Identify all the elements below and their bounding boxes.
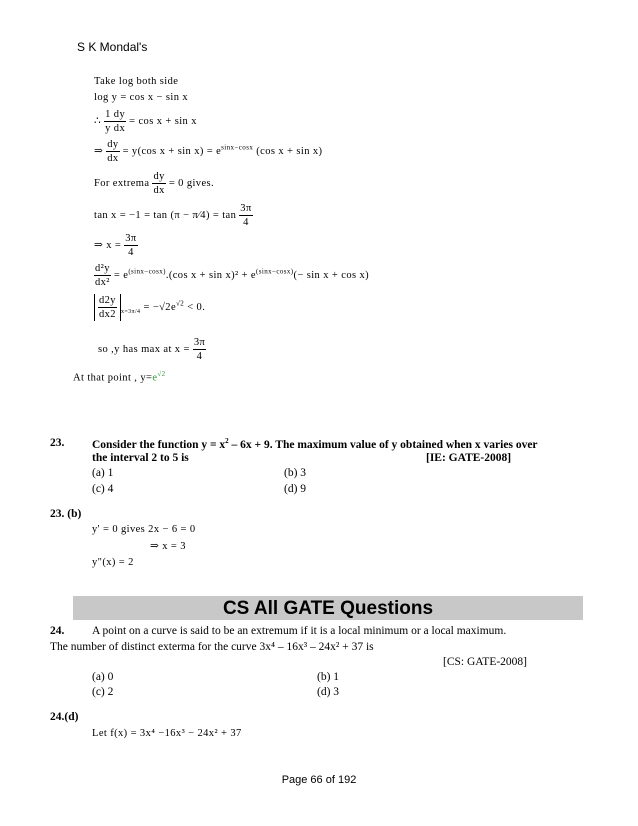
- q24-text-line-2: The number of distinct exterma for the curve 3x⁴ – 16x³ – 24x² + 37 is: [50, 641, 374, 653]
- q23-text-line-1: Consider the function $y = x^2 - 6x + 9$. The maximum value of y obtained when x varies over: [92, 437, 538, 451]
- header-author: S K Mondal's: [77, 40, 148, 54]
- q23-option-d: (d) 9: [284, 483, 307, 495]
- q23-option-c: (c) 4: [92, 483, 114, 495]
- q24-option-c: (c) 2: [92, 686, 114, 698]
- page-number: Page 66 of 192: [281, 774, 357, 786]
- q23-source: [IE: GATE-2008]: [426, 452, 512, 464]
- a24-line-1: Let f(x) = 3x⁴ −16x³ − 24x² + 37: [92, 728, 242, 739]
- solution-line-5: For extrema $\frac{dy}{dx}$ = 0 gives.: [94, 171, 215, 196]
- solution-line-4: ⇒ $\frac{dy}{dx}$ = y(cos $x + \sin x) = e^{sinx-cosx}$ (cos x + sin x): [94, 139, 323, 164]
- a23-line-3: y"(x) = 2: [92, 557, 134, 568]
- q24-option-b: (b) 1: [317, 671, 340, 683]
- a24-label: 24.(d): [50, 711, 79, 723]
- solution-line-8: $\frac{\text{d²y}}{\text{dx²}}$ = $e^{(sinx-cosx)}.(\cos$ $x + \sin x)^2 + e^{(sinx-cosx)}(- \sin x + \cos x)$: [95, 263, 370, 288]
- q24-option-d: (d) 3: [317, 686, 340, 698]
- q24-number: 24.: [50, 625, 65, 637]
- q24-text-line-1: A point on a curve is said to be an extremum if it is a local minimum or a local maximum.: [92, 625, 507, 637]
- q23-option-b: (b) 3: [284, 467, 307, 479]
- solution-line-3: ∴ $\frac{1 dy}{\text{y dx}}$ = cos x + sin x: [94, 109, 197, 134]
- q23-option-a: (a) 1: [92, 467, 114, 479]
- a23-line-2: ⇒ x = 3: [150, 541, 186, 552]
- solution-line-1: Take log both side: [94, 76, 179, 87]
- q24-source: [CS: GATE-2008]: [443, 656, 528, 668]
- q23-number: 23.: [50, 437, 65, 449]
- section-banner-title: CS All GATE Questions: [222, 598, 434, 619]
- section-banner: [73, 596, 583, 620]
- solution-line-11: At that point , $y=e^{√2}$: [73, 370, 166, 384]
- q24-option-a: (a) 0: [92, 671, 114, 683]
- solution-line-2: log y = cos x − sin x: [94, 92, 189, 103]
- solution-line-6: tan x = −1 = tan (π − π⁄4) = tan $\frac{3\pi}{4}$: [94, 203, 252, 228]
- a23-line-1: y' = 0 gives 2x − 6 = 0: [92, 524, 196, 535]
- q23-text-line-2: the interval 2 to 5 is: [92, 452, 189, 464]
- a23-label: 23. (b): [50, 508, 82, 520]
- solution-line-7: ⇒ x = $\frac{3\pi}{4}$: [94, 233, 137, 258]
- solution-line-10: so ,y has max at x = $\frac{3\pi}{4}$: [98, 337, 206, 362]
- solution-line-9: $\frac{d2y}{dx2}$ $_{x=3\pi/4} = -√2e^{√2} < 0$.: [94, 294, 205, 321]
